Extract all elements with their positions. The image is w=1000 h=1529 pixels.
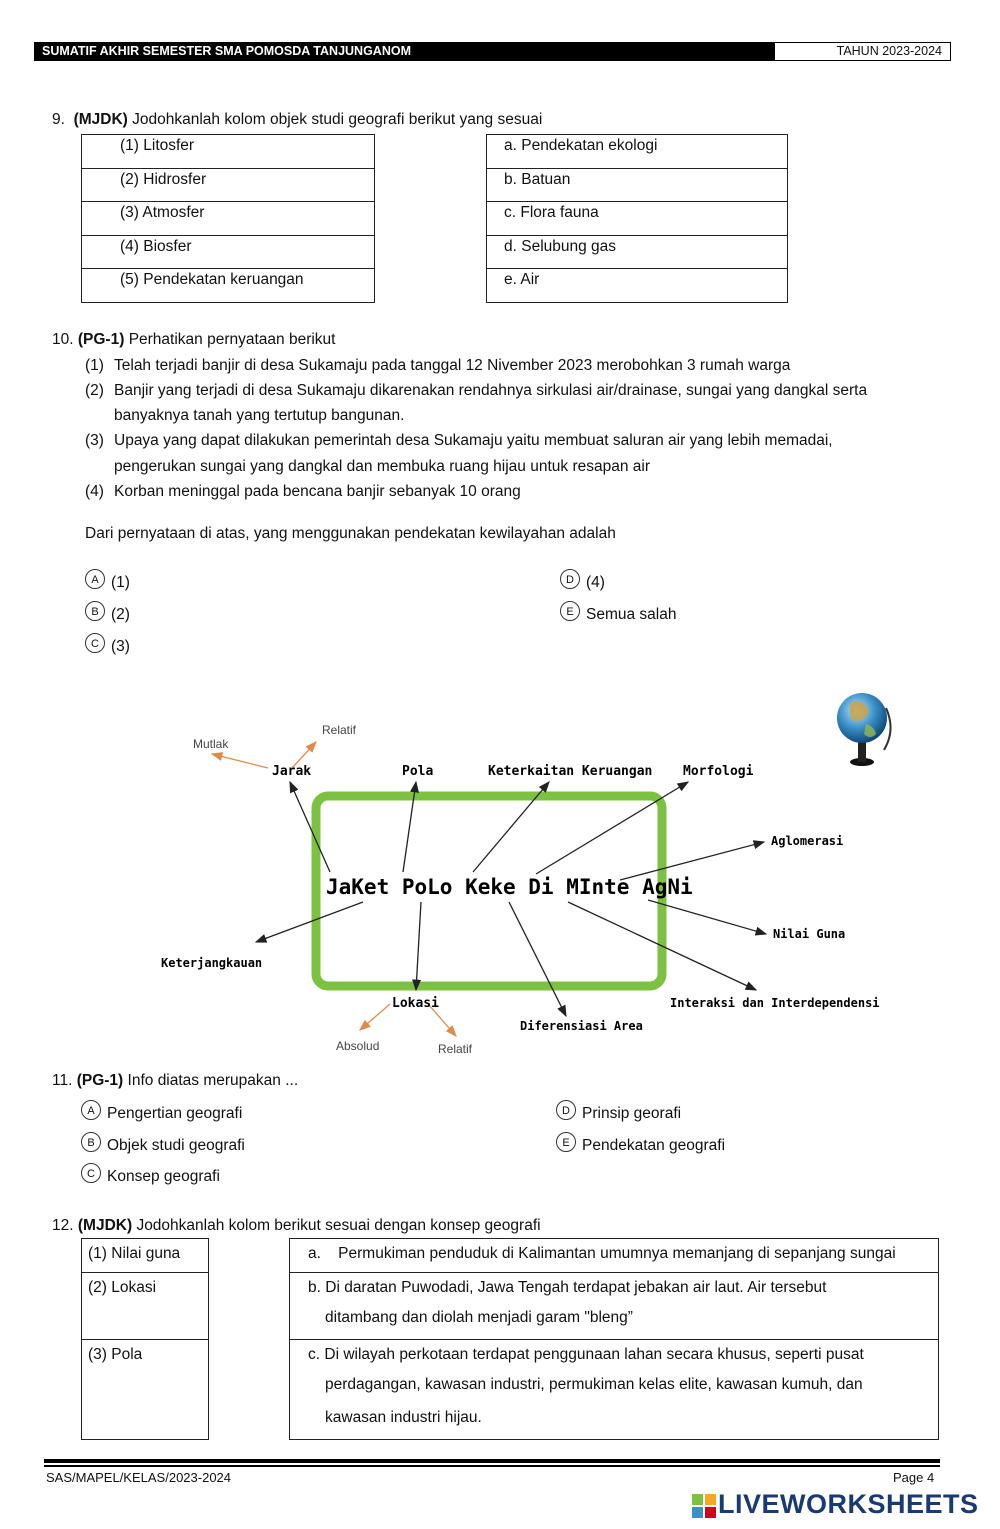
q9-heading	[52, 110, 542, 130]
label-aglomerasi: Aglomerasi	[771, 834, 844, 848]
option-circle: D	[556, 1100, 576, 1120]
q9-left-cell[interactable]: (2) Hidrosfer	[82, 168, 375, 202]
q10-number: 10.	[52, 331, 74, 348]
q12-right-table	[289, 1238, 939, 1440]
option-circle: D	[560, 569, 580, 589]
q9-left-cell[interactable]: (5) Pendekatan keruangan	[82, 269, 375, 303]
label-keterkaitan: Keterkaitan Keruangan	[488, 764, 653, 779]
q11-option-a[interactable]	[81, 1104, 242, 1127]
q12-right-line: Di wilayah perkotaan terdapat penggunaan lahan secara khusus, seperti pusat	[324, 1346, 864, 1363]
option-text: Pengertian geografi	[107, 1105, 243, 1122]
q9-tag: (MJDK)	[73, 111, 128, 128]
q9-right-cell[interactable]: d. Selubung gas	[487, 235, 788, 269]
q11-option-e[interactable]	[556, 1136, 725, 1159]
q12-left-cell[interactable]: (3) Pola	[82, 1340, 209, 1440]
concept-diagram	[0, 680, 1000, 1070]
q11-text: Info diatas merupakan ...	[127, 1072, 299, 1089]
label-mutlak: Mutlak	[193, 737, 229, 751]
option-circle: B	[85, 601, 105, 621]
q10-prompt: Dari pernyataan di atas, yang menggunakan pendekatan kewilayahan adalah	[85, 525, 616, 542]
q11-number: 11.	[52, 1072, 73, 1089]
option-circle: B	[81, 1132, 101, 1152]
q9-left-cell[interactable]: (3) Atmosfer	[82, 202, 375, 236]
option-circle: C	[81, 1163, 101, 1183]
statement-number: (1)	[85, 357, 104, 374]
q11-heading	[52, 1071, 298, 1091]
option-circle: E	[560, 601, 580, 621]
q12-right-cell[interactable]	[290, 1273, 939, 1340]
label-relatif-top: Relatif	[322, 723, 357, 737]
liveworksheets-logo-icon	[692, 1494, 716, 1518]
q9-left-cell[interactable]: (1) Litosfer	[82, 135, 375, 169]
label-absolud: Absolud	[336, 1039, 380, 1053]
statement-line: Banjir yang terjadi di desa Sukamaju dikarenakan rendahnya sirkulasi air/drainase, sungai yang dangkal serta	[114, 382, 868, 399]
q9-right-cell[interactable]: a. Pendekatan ekologi	[487, 135, 788, 169]
q9-right-cell[interactable]: b. Batuan	[487, 168, 788, 202]
q12-right-cell[interactable]	[290, 1239, 939, 1273]
statement-line: pengerukan sungai yang dangkal dan membuka ruang hijau untuk resapan air	[114, 458, 650, 475]
diagram-arrows	[256, 782, 766, 1016]
q10-option-a[interactable]	[85, 573, 130, 596]
q9-number: 9.	[52, 111, 65, 128]
footer-code: SAS/MAPEL/KELAS/2023-2024	[46, 1470, 232, 1485]
q12-right-line: kawasan industri hijau.	[325, 1409, 482, 1426]
option-text: Pendekatan geografi	[582, 1137, 726, 1154]
q9-left-table	[81, 134, 375, 303]
label-relatif-bottom: Relatif	[438, 1042, 473, 1056]
option-text: Semua salah	[586, 606, 677, 623]
statement-line: Telah terjadi banjir di desa Sukamaju pada tanggal 12 Nivember 2023 merobohkan 3 rumah warga	[114, 357, 791, 374]
q10-option-e[interactable]	[560, 605, 676, 628]
q12-text: Jodohkanlah kolom berikut sesuai dengan konsep geografi	[136, 1217, 541, 1234]
q12-right-cell[interactable]	[290, 1340, 939, 1440]
q12-heading	[52, 1216, 541, 1236]
q10-text: Perhatikan pernyataan berikut	[128, 331, 336, 348]
q10-option-b[interactable]	[85, 605, 130, 628]
footer-divider	[44, 1459, 940, 1463]
statement-line: Upaya yang dapat dilakukan pemerintah desa Sukamaju yaitu membuat saluran air yang lebih memadai,	[114, 432, 833, 449]
q12-left-cell[interactable]: (1) Nilai guna	[82, 1239, 209, 1273]
q12-right-line: perdagangan, kawasan industri, permukiman kelas elite, kawasan kumuh, dan	[325, 1376, 863, 1393]
globe-icon	[837, 693, 891, 766]
statement-number: (4)	[85, 483, 104, 500]
label-keterjangkauan: Keterjangkauan	[161, 956, 263, 970]
option-text: (1)	[111, 574, 130, 591]
option-text: (2)	[111, 606, 130, 623]
q12-left-cell[interactable]: (2) Lokasi	[82, 1273, 209, 1340]
q12-right-num: b.	[308, 1279, 321, 1296]
statement-line: banyaknya tanah yang tertutup bangunan.	[114, 407, 405, 424]
q10-option-d[interactable]	[560, 573, 605, 596]
label-interaksi: Interaksi dan Interdependensi	[670, 996, 880, 1010]
q9-right-cell[interactable]: c. Flora fauna	[487, 202, 788, 236]
q12-right-num: c.	[308, 1346, 321, 1363]
label-jarak: Jarak	[272, 764, 312, 779]
q11-tag: (PG-1)	[76, 1072, 124, 1089]
option-circle: C	[85, 633, 105, 653]
q10-tag: (PG-1)	[77, 331, 125, 348]
label-nilai-guna: Nilai Guna	[773, 927, 846, 941]
header-title: SUMATIF AKHIR SEMESTER SMA POMOSDA TANJUNGANOM	[34, 42, 774, 61]
q10-statement	[85, 381, 104, 401]
liveworksheets-brand[interactable]: LIVEWORKSHEETS	[718, 1489, 979, 1519]
label-pola: Pola	[402, 764, 434, 779]
q10-option-c[interactable]	[85, 637, 130, 660]
q10-statement	[85, 356, 104, 376]
option-text: Objek studi geografi	[107, 1137, 245, 1154]
option-text: (3)	[111, 638, 130, 655]
label-lokasi: Lokasi	[392, 996, 439, 1011]
q11-option-b[interactable]	[81, 1136, 245, 1159]
q10-statement	[85, 431, 104, 451]
q12-tag: (MJDK)	[77, 1217, 133, 1234]
option-text: Prinsip georafi	[582, 1105, 682, 1122]
q12-number: 12.	[52, 1217, 74, 1234]
q12-right-line: Di daratan Puwodadi, Jawa Tengah terdapat jebakan air laut. Air tersebut	[325, 1279, 827, 1296]
q12-left-table	[81, 1238, 209, 1440]
q9-text: Jodohkanlah kolom objek studi geografi berikut yang sesuai	[132, 111, 543, 128]
q10-heading	[52, 330, 336, 350]
statement-number: (3)	[85, 432, 104, 449]
option-text: Konsep geografi	[107, 1168, 220, 1185]
diagram-mnemonic: JaKet PoLo Keke Di MInte AgNi	[326, 875, 693, 899]
q12-right-line: Permukiman penduduk di Kalimantan umumnya memanjang di sepanjang sungai	[338, 1245, 896, 1262]
q11-option-d[interactable]	[556, 1104, 681, 1127]
option-text: (4)	[586, 574, 605, 591]
header-year: TAHUN 2023-2024	[774, 42, 951, 61]
label-diferensiasi: Diferensiasi Area	[520, 1019, 643, 1033]
q9-left-cell[interactable]: (4) Biosfer	[82, 235, 375, 269]
label-morfologi: Morfologi	[683, 764, 754, 779]
q11-option-c[interactable]	[81, 1167, 220, 1190]
q12-right-line: ditambang dan diolah menjadi garam "bleng”	[325, 1309, 633, 1326]
footer-page: Page 4	[893, 1470, 935, 1485]
q9-right-cell[interactable]: e. Air	[487, 269, 788, 303]
q10-statement	[85, 482, 104, 502]
statement-number: (2)	[85, 382, 104, 399]
option-circle: A	[85, 569, 105, 589]
footer-divider-thin	[44, 1465, 940, 1467]
option-circle: A	[81, 1100, 101, 1120]
option-circle: E	[556, 1132, 576, 1152]
statement-line: Korban meninggal pada bencana banjir sebanyak 10 orang	[114, 483, 521, 500]
q9-right-table	[486, 134, 788, 303]
q12-right-num: a.	[308, 1245, 321, 1262]
